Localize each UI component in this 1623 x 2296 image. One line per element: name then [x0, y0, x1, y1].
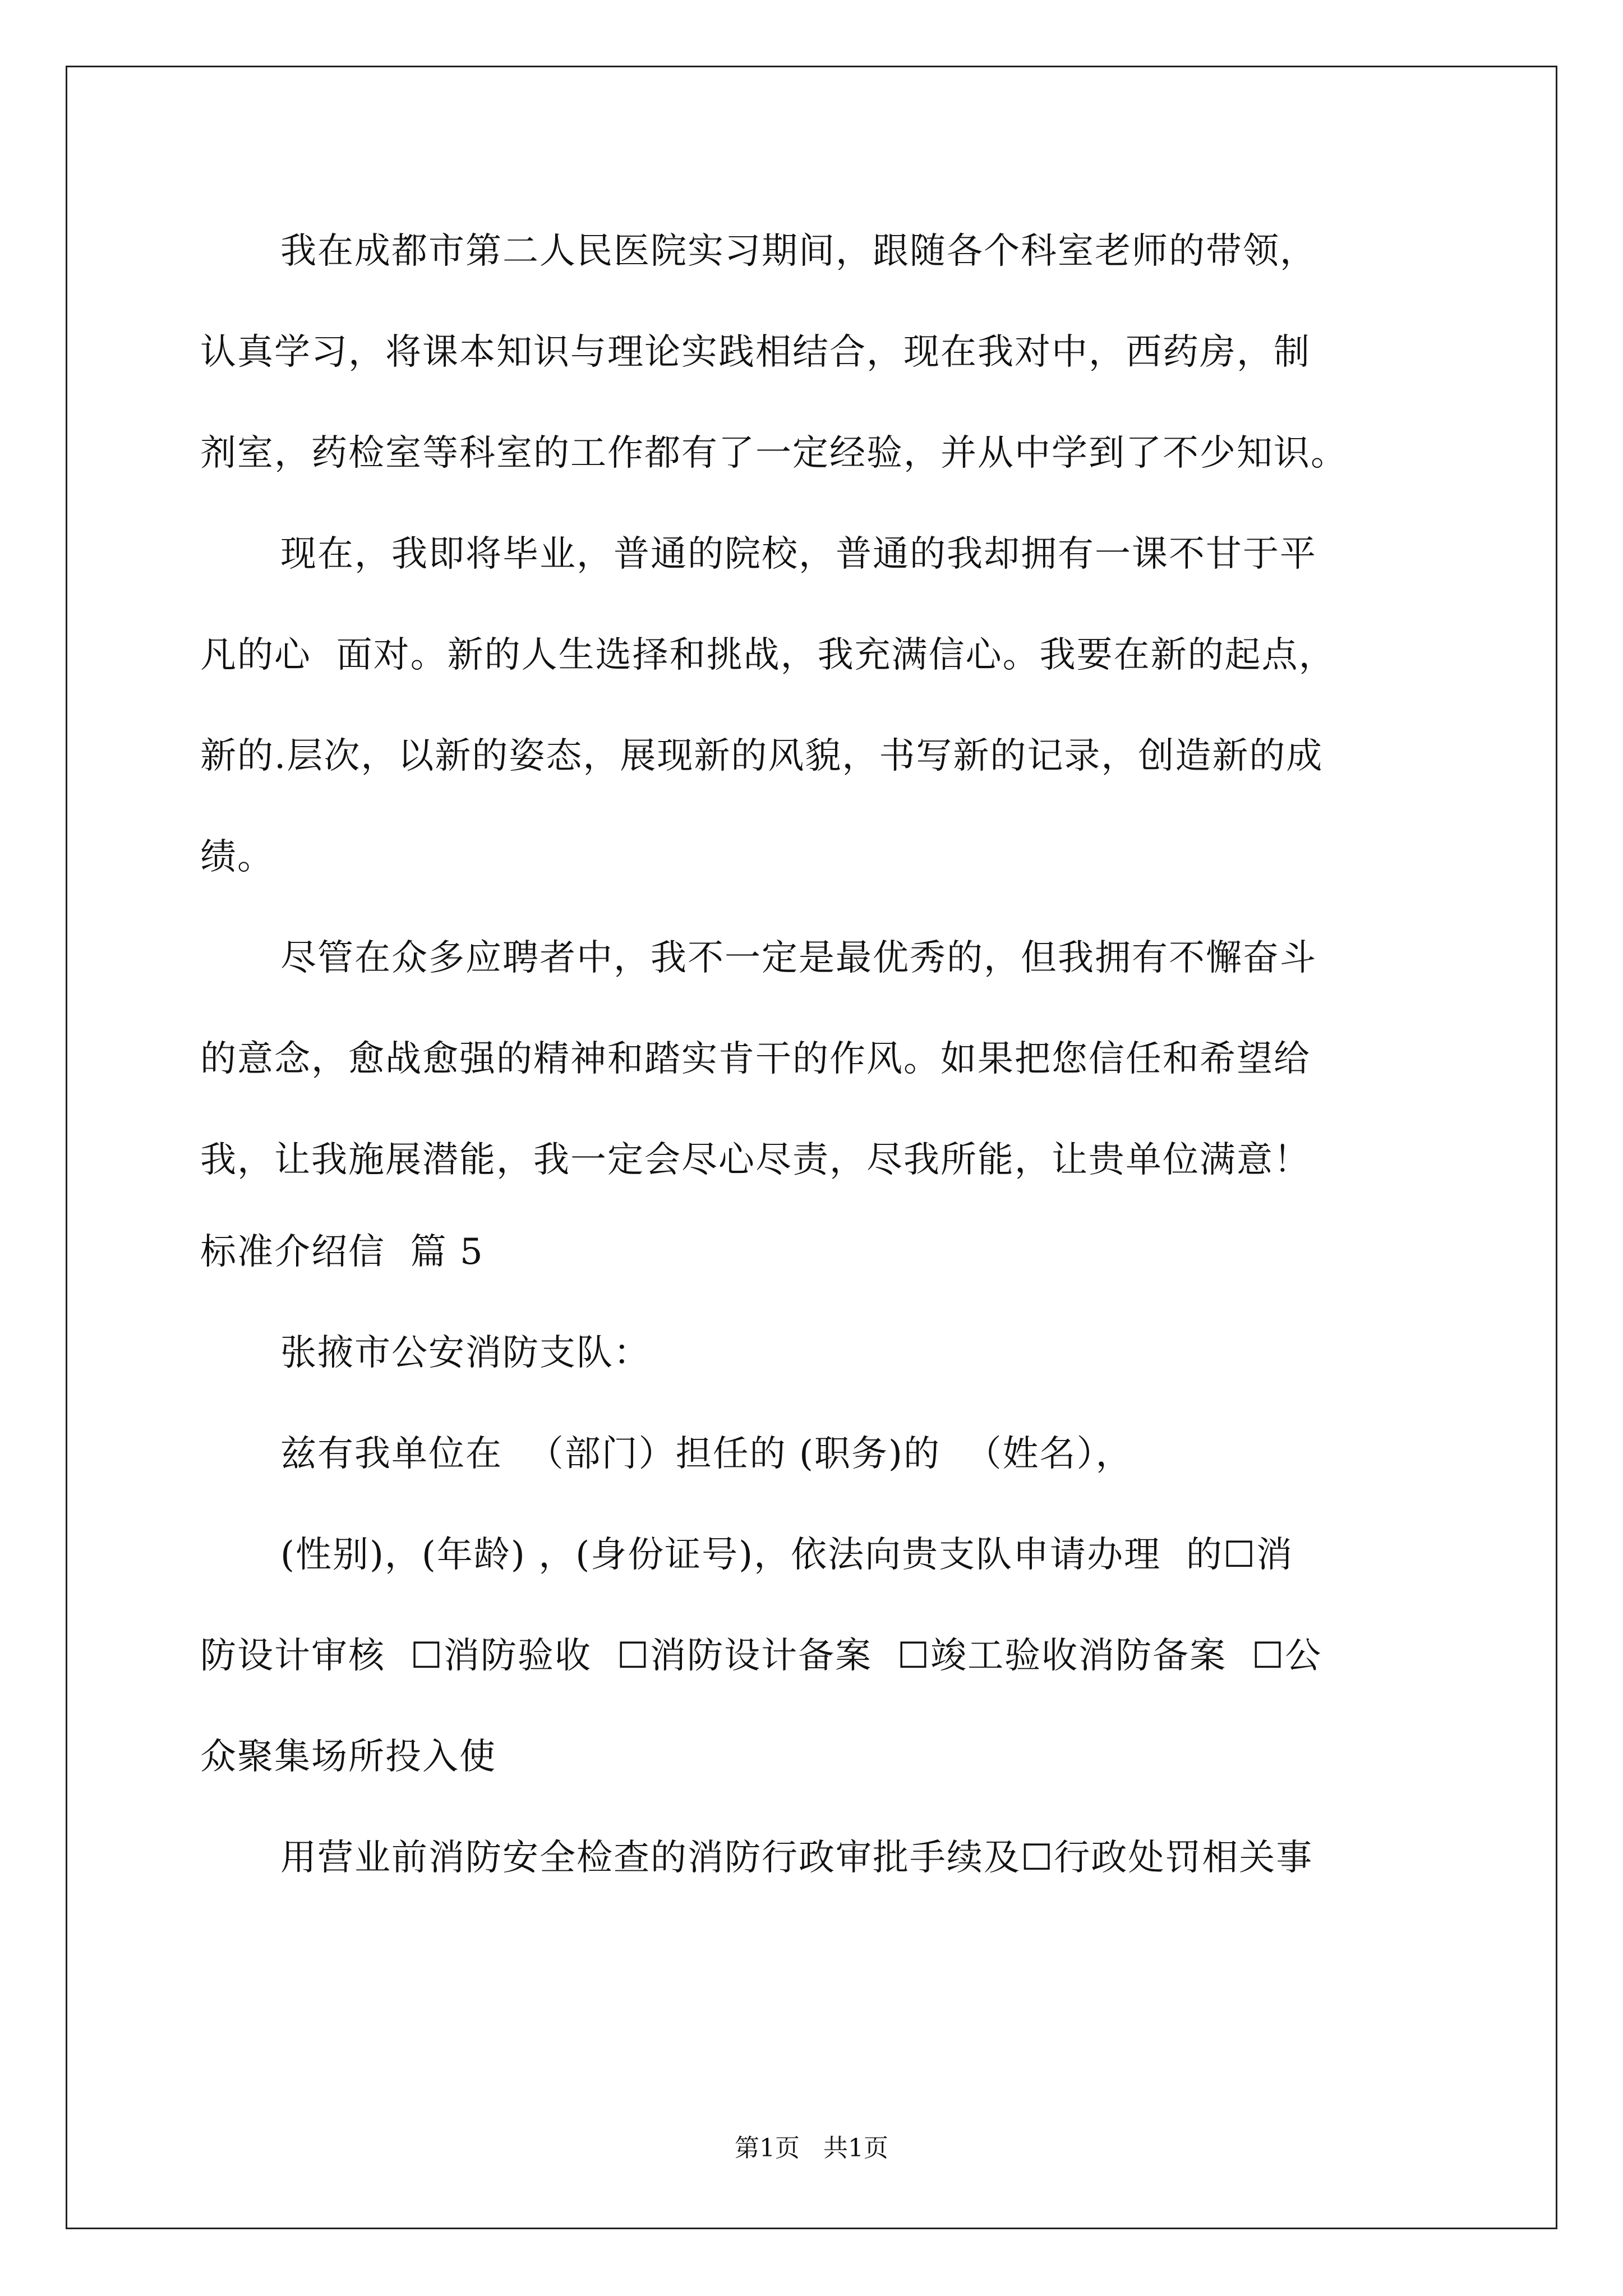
- paragraph-3-line-2: 的意念，愈战愈强的精神和踏实肯干的作风。如果把您信任和希望给: [200, 1038, 1311, 1080]
- paragraph-2-line-2: 凡的心 面对。新的人生选择和挑战，我充满信心。我要在新的起点，: [200, 634, 1336, 676]
- letter-salutation: 张掖市公安消防支队：: [280, 1332, 651, 1374]
- letter-body-line-5: 用营业前消防安全检查的消防行政审批手续及☐行政处罚相关事: [280, 1837, 1313, 1879]
- letter-body-line-2: (性别)，(年龄) ，(身份证号)，依法向贵支队申请办理 的☐消: [280, 1534, 1294, 1576]
- section-heading: 标准介绍信 篇 5: [200, 1231, 484, 1273]
- paragraph-1-line-1: 我在成都市第二人民医院实习期间，跟随各个科室老师的带领，: [280, 231, 1317, 272]
- letter-body-line-4: 众聚集场所投入使: [200, 1736, 496, 1778]
- paragraph-1-line-3: 剂室，药检室等科室的工作都有了一定经验，并从中学到了不少知识。: [200, 432, 1348, 474]
- paragraph-2-line-3: 新的.层次，以新的姿态，展现新的风貌，书写新的记录，创造新的成: [200, 735, 1324, 777]
- letter-body-line-1: 兹有我单位在 （部门）担任的 (职务)的 （姓名），: [280, 1433, 1133, 1475]
- paragraph-3-line-3: 我，让我施展潜能，我一定会尽心尽责，尽我所能，让贵单位满意！: [200, 1139, 1311, 1181]
- letter-body-line-3: 防设计审核 ☐消防验收 ☐消防设计备案 ☐竣工验收消防备案 ☐公: [200, 1635, 1322, 1677]
- paragraph-2-line-4: 绩。: [200, 836, 274, 878]
- paragraph-1-line-2: 认真学习，将课本知识与理论实践相结合，现在我对中，西药房，制: [200, 332, 1311, 373]
- paragraph-2-line-1: 现在，我即将毕业，普通的院校，普通的我却拥有一课不甘于平: [280, 533, 1317, 575]
- paragraph-3-line-1: 尽管在众多应聘者中，我不一定是最优秀的，但我拥有不懈奋斗: [280, 937, 1317, 979]
- page-footer: 第1页 共1页: [735, 2134, 888, 2162]
